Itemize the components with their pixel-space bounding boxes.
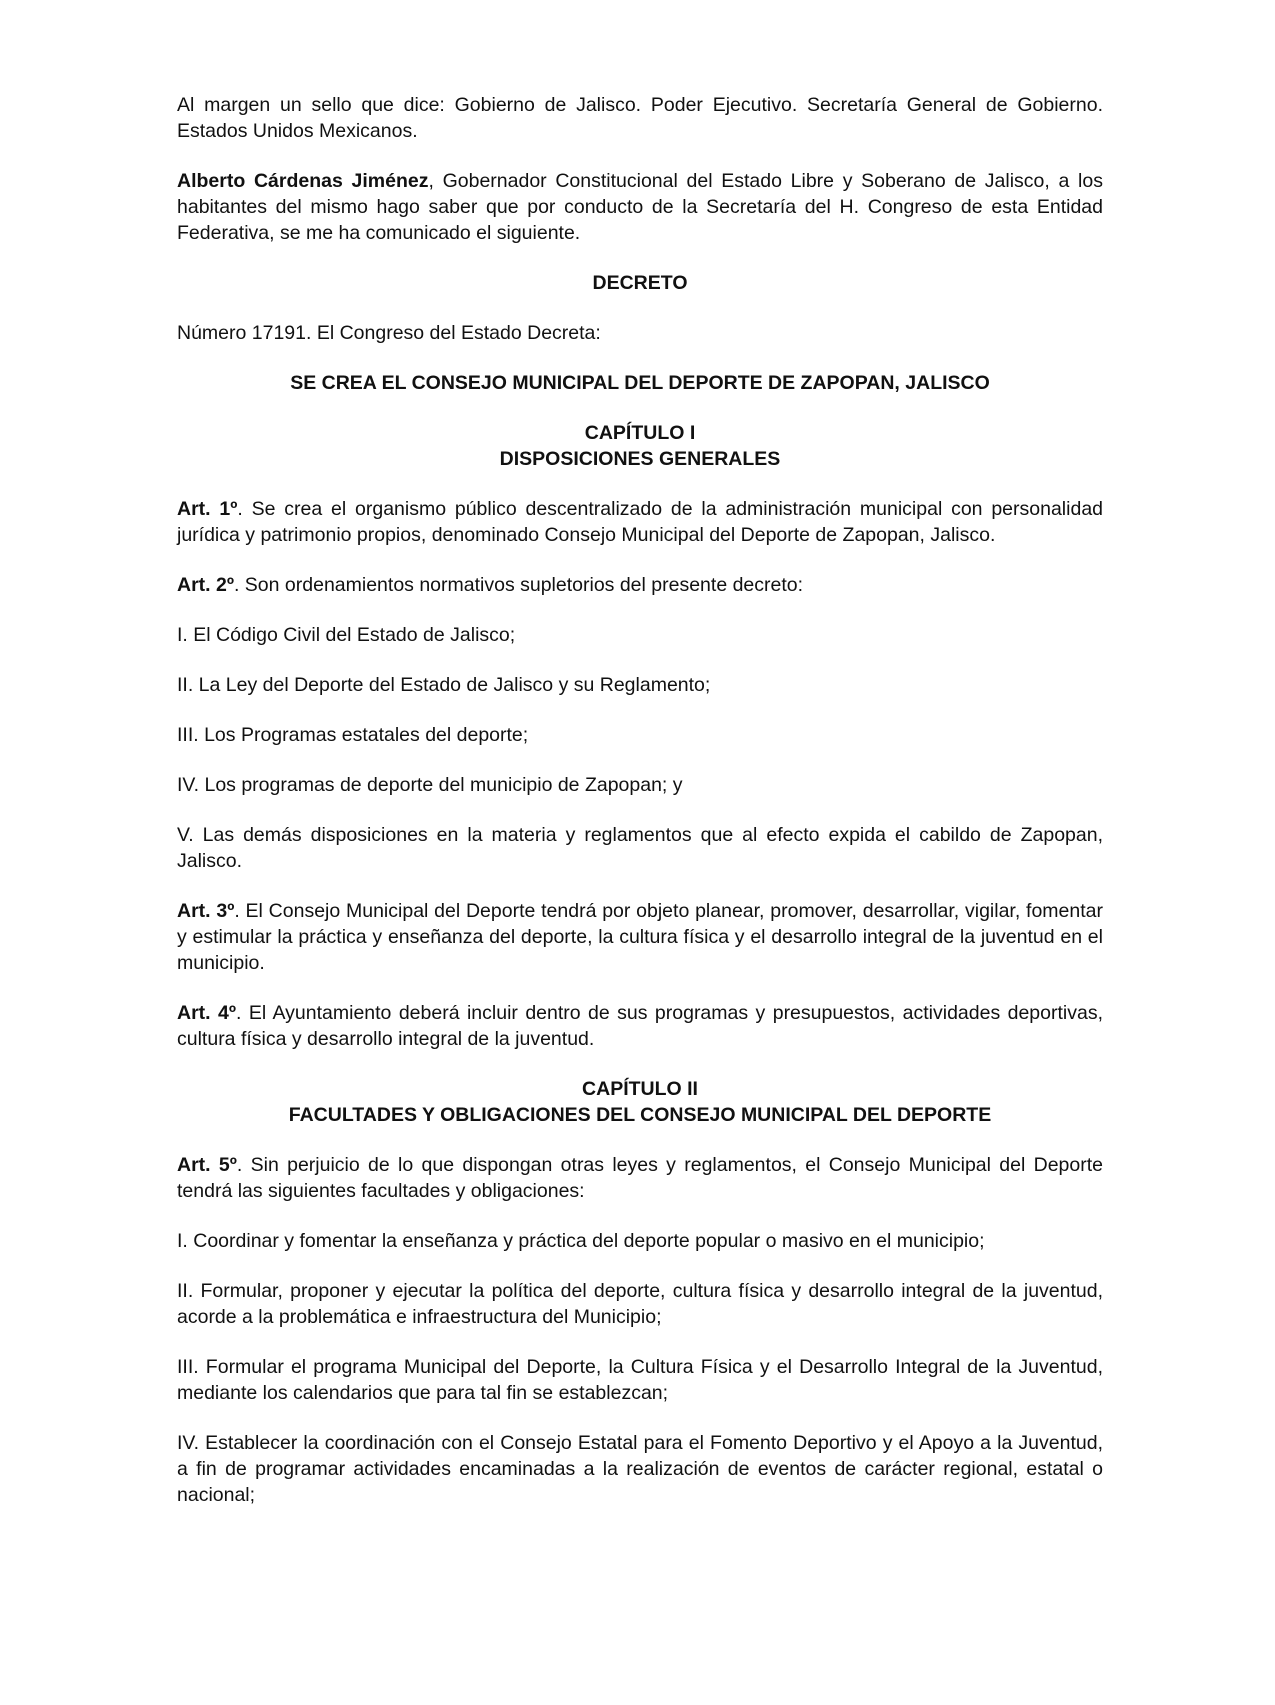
decree-label: DECRETO [592,272,688,294]
article-5-item: II. Formular, proponer y ejecutar la política del deporte, cultura física y desarrollo integral de la juventud, acorde a la problemática e infraestructura del Municipio; [177,1280,1103,1328]
decree-title: SE CREA EL CONSEJO MUNICIPAL DEL DEPORTE DE ZAPOPAN, JALISCO [290,372,990,394]
article-4-text: . El Ayuntamiento deberá incluir dentro de sus programas y presupuestos, actividades deportivas, cultura física y desarrollo integral de la juventud. [177,1002,1104,1050]
article-2-item: II. La Ley del Deporte del Estado de Jalisco y su Reglamento; [177,674,711,696]
article-5-label: Art. 5º [177,1154,237,1176]
chapter-2-heading [177,1076,1103,1128]
article-2-item: V. Las demás disposiciones en la materia y reglamentos que al efecto expida el cabildo de Zapopan, Jalisco. [177,824,1103,872]
article-3-label: Art. 3º [177,900,235,922]
article-1-text: . Se crea el organismo público descentralizado de la administración municipal con personalidad jurídica y patrimonio propios, denominado Consejo Municipal del Deporte de Zapopan, Jalisco. [177,498,1104,546]
article-3 [177,898,1103,976]
chapter-1-heading [177,420,1103,472]
document-page [177,92,1103,1532]
chapter-2-name: FACULTADES Y OBLIGACIONES DEL CONSEJO MUNICIPAL DEL DEPORTE [288,1104,992,1126]
article-5-item: IV. Establecer la coordinación con el Consejo Estatal para el Fomento Deportivo y el Apoyo a la Juventud, a fin de programar actividades encaminadas a la realización de eventos de carácter regional, estatal o nacional; [177,1432,1103,1506]
article-4-label: Art. 4º [177,1002,236,1024]
chapter-1-name: DISPOSICIONES GENERALES [499,448,781,470]
article-2-item: III. Los Programas estatales del deporte; [177,724,529,746]
article-3-text: . El Consejo Municipal del Deporte tendrá por objeto planear, promover, desarrollar, vigilar, fomentar y estimular la práctica y enseñanza del deporte, la cultura física y el desarrollo integral de la juventud en el municipio. [177,900,1104,974]
article-4 [177,1000,1103,1052]
article-1 [177,496,1103,548]
article-2-label: Art. 2º [177,574,234,596]
article-5-item: I. Coordinar y fomentar la enseñanza y práctica del deporte popular o masivo en el municipio; [177,1230,985,1252]
article-2-item: I. El Código Civil del Estado de Jalisco; [177,624,516,646]
article-5 [177,1152,1103,1204]
article-2 [177,572,1103,598]
governor-text: , Gobernador Constitucional del Estado Libre y Soberano de Jalisco, a los habitantes del mismo hago saber que por conducto de la Secretaría del H. Congreso de esta Entidad Federativa, se me ha comunicado el siguiente. [177,170,1103,244]
governor-name: Alberto Cárdenas Jiménez [177,170,429,192]
article-5-text: . Sin perjuicio de lo que dispongan otras leyes y reglamentos, el Consejo Municipal del Deporte tendrá las siguientes facultades y obligaciones: [177,1154,1104,1202]
governor-paragraph [177,168,1103,246]
article-1-label: Art. 1º [177,498,238,520]
article-2-text: . Son ordenamientos normativos supletorios del presente decreto: [233,574,804,596]
chapter-1-number: CAPÍTULO I [584,422,696,444]
chapter-2-number: CAPÍTULO II [582,1078,698,1100]
article-2-item: IV. Los programas de deporte del municipio de Zapopan; y [177,774,683,796]
decree-number-line: Número 17191. El Congreso del Estado Decreta: [177,322,601,344]
seal-paragraph: Al margen un sello que dice: Gobierno de Jalisco. Poder Ejecutivo. Secretaría General de Gobierno. Estados Unidos Mexicanos. [177,94,1103,142]
article-5-item: III. Formular el programa Municipal del Deporte, la Cultura Física y el Desarrollo Integral de la Juventud, mediante los calendarios que para tal fin se establezcan; [177,1356,1103,1404]
